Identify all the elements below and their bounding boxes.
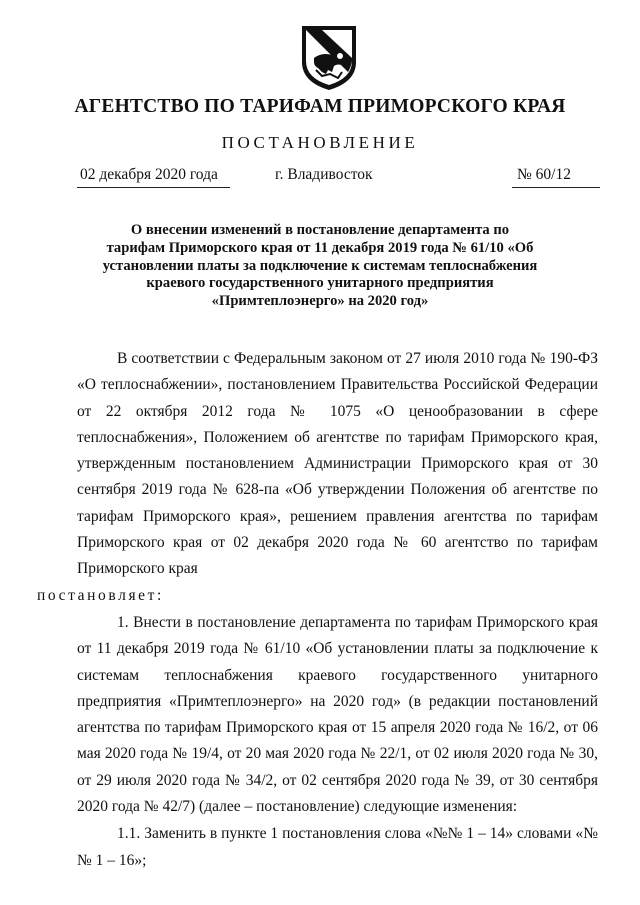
- preamble-paragraph: [37, 346, 598, 609]
- document-date: 02 декабря 2020 года: [80, 166, 218, 183]
- document-type: ПОСТАНОВЛЕНИЕ: [221, 133, 419, 152]
- organization-name: АГЕНТСТВО ПО ТАРИФАМ ПРИМОРСКОГО КРАЯ: [74, 96, 566, 117]
- document-city: г. Владивосток: [275, 166, 373, 183]
- resolves-word: постановляет:: [37, 586, 164, 604]
- item-1-paragraph: 1. Внести в постановление департамента по тарифам Приморского края от 11 декабря 2019 года № 61/10 «Об установлении платы за подключение к системам теплоснабжения краевого государственного унитарного предприятия «Примтеплоэнерго» на 2020 год» (в редакции постановлений агентства по тарифам Приморского края от 15 апреля 2020 года № 16/2, от 06 мая 2020 года № 19/4, от 20 мая 2020 года № 22/1, от 02 июля 2020 года № 30, от 29 июля 2020 года № 34/2, от 02 сентября 2020 года № 39, от 30 сентября 2020 года № 42/7) (далее – постановление) следующие изменения:: [77, 613, 598, 816]
- document-body: [37, 346, 598, 874]
- number-underline: [512, 187, 600, 188]
- document-title: О внесении изменений в постановление департамента по тарифам Приморского края от 11 декабря 2019 года № 61/10 «Об установлении платы за подключение к системам теплоснабжения краевого государственного унитарного предприятия «Примтеплоэнерго» на 2020 год»: [102, 222, 538, 310]
- item-1-1-paragraph: 1.1. Заменить в пункте 1 постановления слова «№№ 1 – 14» словами «№№ 1 – 16»;: [77, 825, 598, 869]
- coat-of-arms-icon: [296, 22, 362, 92]
- date-underline: [77, 187, 230, 188]
- document-number: № 60/12: [517, 166, 571, 183]
- preamble-text: В соответствии с Федеральным законом от 27 июля 2010 года № 190-ФЗ «О теплоснабжении», постановлением Правительства Российской Федерации от 22 октября 2012 года № 1075 «О ценообразовании в сфере теплоснабжения», Положением об агентстве по тарифам Приморского края, утвержденным постановлением Администрации Приморского края от 30 сентября 2019 года № 628-па «Об утверждении Положения об агентстве по тарифам Приморского края», решением правления агентства по тарифам Приморского края от 02 декабря 2020 года № 60 агентство по тарифам Приморского края: [77, 350, 598, 578]
